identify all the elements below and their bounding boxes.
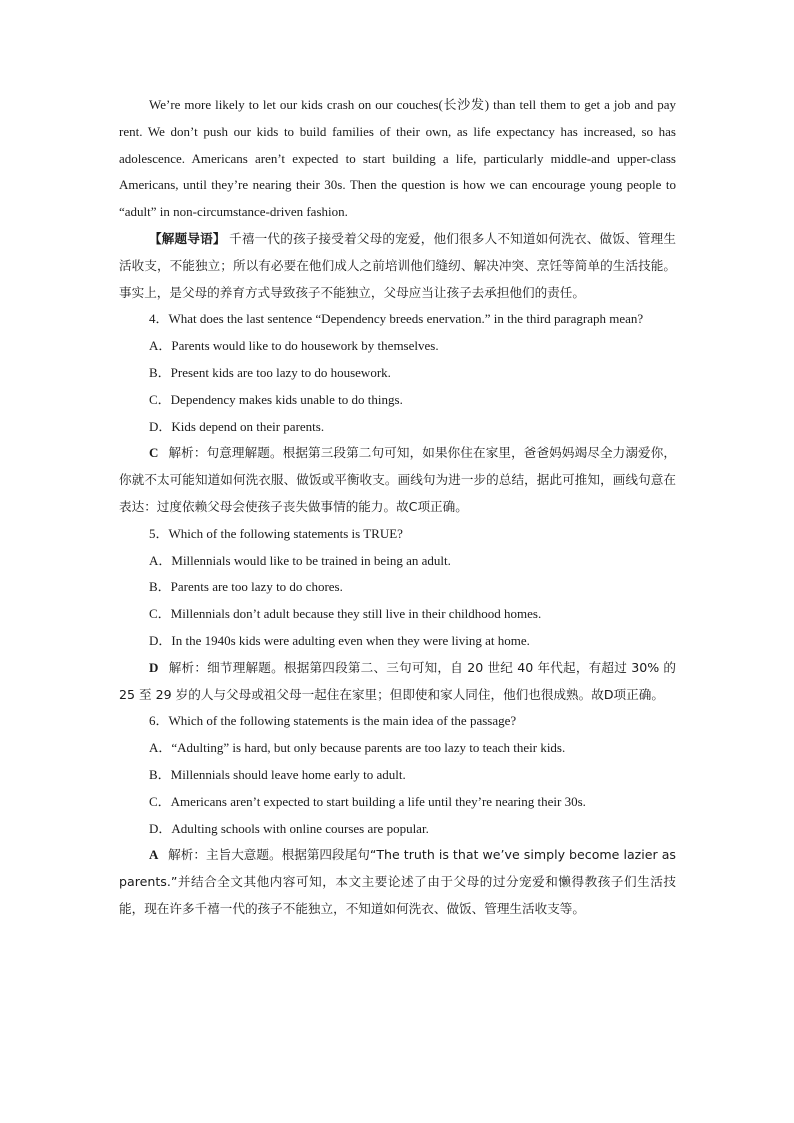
question-stem: 4．What does the last sentence “Dependency breeds enervation.” in the third paragraph mean? [149,311,644,327]
option-c: C．Americans aren’t expected to start building a life until they’re nearing their 30s. [149,793,586,809]
option-c: C．Millennials don’t adult because they still live in their childhood homes. [149,606,542,622]
guide-text: 千禧一代的孩子接受着父母的宠爱，他们很多人不知道如何洗衣、做饭、管理生活收支，不能独立；所以有必要在他们成人之前培训他们缝纫、解决冲突、烹饪等简单的生活技能。事实上，是父母的养育方式导致孩子不能独立，父母应当让孩子去承担他们的责任。 [119,230,677,300]
option-d: D．In the 1940s kids were adulting even when they were living at home. [149,632,530,648]
option-a: A．Parents would like to do housework by themselves. [149,338,439,354]
guide-label: 【解题导语】 [149,230,226,246]
answer-letter: A [149,847,159,863]
explanation-text: 解析：细节理解题。根据第四段第二、三句可知，自 20 世纪 40 年代起，有超过 30% 的 25 至 29 岁的人与父母或祖父母一起住在家里；但即使和家人同住，他们也很成熟。故D项正确。 [119,659,677,702]
question-stem: 6．Which of the following statements is the main idea of the passage? [149,713,517,729]
option-b: B．Millennials should leave home early to adult. [149,766,406,782]
explanation-text: 解析：句意理解题。根据第三段第二句可知，如果你住在家里，爸爸妈妈竭尽全力溺爱你，你就不太可能知道如何洗衣服、做饭或平衡收支。画线句为进一步的总结，据此可推知，画线句意在表达：过度依赖父母会使孩子丧失做事情的能力。故C项正确。 [119,445,677,514]
passage-paragraph: We’re more likely to let our kids crash on our couches(长沙发) than tell them to get a job and pay rent. We don’t push our kids to build families of their own, as life expectancy has increased, so has adolescence. Americans aren’t expected to start building a life, particularly middle-and upper-class Americans, until they’re nearing their 30s. Then the question is how we can encourage young people to “adult” in non-circumstance-driven fashion. [119,97,676,220]
document-page [119,92,676,923]
explanation-paragraph [119,440,676,520]
option-c: C．Dependency makes kids unable to do things. [149,391,403,407]
answer-letter: C [149,445,159,461]
answer-letter: D [149,659,159,675]
explanation-text: 解析：主旨大意题。根据第四段尾句“The truth is that we’ve simply become lazier as parents.”并结合全文其他内容可知，本文主要论述了由于父母的过分宠爱和懒得教孩子们生活技能，现在许多千禧一代的孩子不能独立，不知道如何洗衣、做饭、管理生活收支等。 [119,847,676,916]
guide-paragraph [119,226,676,306]
question-stem: 5．Which of the following statements is TRUE? [149,525,403,541]
explanation-paragraph [119,655,676,709]
explanation-paragraph [119,842,676,922]
option-d: D．Kids depend on their parents. [149,418,325,434]
option-a: A．Millennials would like to be trained in being an adult. [149,552,451,568]
option-b: B．Present kids are too lazy to do housework. [149,364,391,380]
option-d: D．Adulting schools with online courses are popular. [149,820,429,836]
option-b: B．Parents are too lazy to do chores. [149,579,343,595]
option-a: A．“Adulting” is hard, but only because parents are too lazy to teach their kids. [149,740,566,756]
